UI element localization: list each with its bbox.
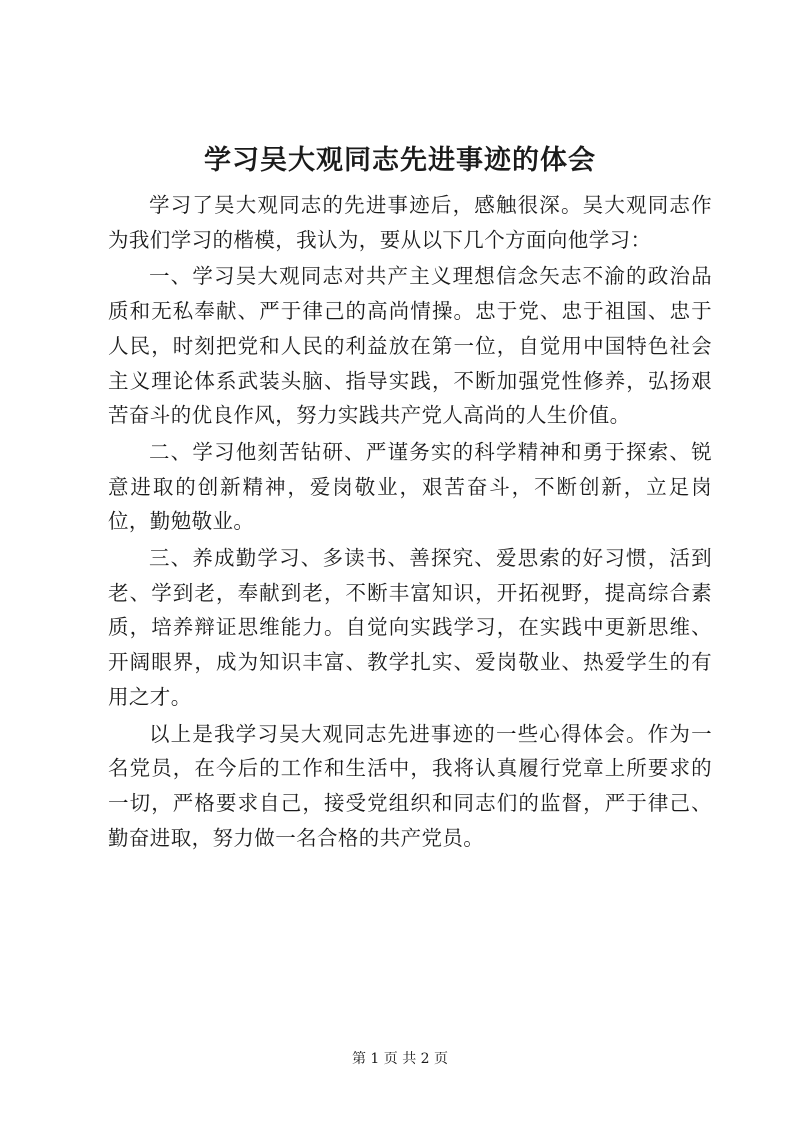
paragraph-conclusion: 以上是我学习吴大观同志先进事迹的一些心得体会。作为一名党员，在今后的工作和生活中，我将认真履行党章上所要求的一切，严格要求自己，接受党组织和同志们的监督，严于律己、勤奋进取，努力做一名合格的共产党员。 xyxy=(108,721,712,850)
page-number-footer: 第 1 页 共 2 页 xyxy=(351,1051,449,1067)
paragraph-point-one: 一、学习吴大观同志对共产主义理想信念矢志不渝的政治品质和无私奉献、严于律己的高尚情操。忠于党、忠于祖国、忠于人民，时刻把党和人民的利益放在第一位，自觉用中国特色社会主义理论体系武装头脑、指导实践，不断加强党性修养，弘扬艰苦奋斗的优良作风，努力实践共产党人高尚的人生价值。 xyxy=(108,264,712,428)
paragraph-point-two: 二、学习他刻苦钻研、严谨务实的科学精神和勇于探索、锐意进取的创新精神，爱岗敬业，艰苦奋斗，不断创新，立足岗位，勤勉敬业。 xyxy=(108,439,712,534)
paragraph-point-three: 三、养成勤学习、多读书、善探究、爱思索的好习惯，活到老、学到老，奉献到老，不断丰富知识，开拓视野，提高综合素质，培养辩证思维能力。自觉向实践学习，在实践中更新思维、开阔眼界，成为知识丰富、教学扎实、爱岗敬业、热爱学生的有用之才。 xyxy=(108,546,712,709)
document-body xyxy=(108,188,712,857)
document-title: 学习吴大观同志先进事迹的体会 xyxy=(204,145,596,176)
paragraph-intro: 学习了吴大观同志的先进事迹后，感触很深。吴大观同志作为我们学习的楷模，我认为，要从以下几个方面向他学习： xyxy=(108,193,712,252)
